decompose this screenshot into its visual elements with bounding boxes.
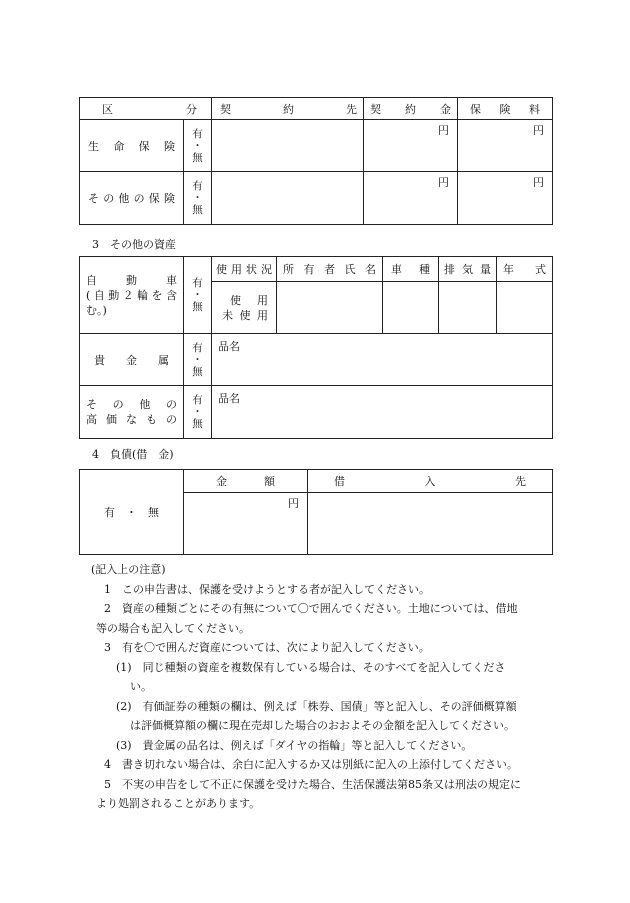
header-year: 年式 bbox=[497, 257, 553, 282]
ari-nashi-selector[interactable]: 有 ・ 無 bbox=[80, 470, 184, 555]
header-contract-amount: 契約金 bbox=[364, 98, 458, 120]
note-line: い。 bbox=[130, 680, 152, 693]
note-line: 4 書き切れない場合は、余白に記入するか又は別紙に記入の上添付してください。 bbox=[104, 758, 518, 771]
header-lender: 借入先 bbox=[308, 470, 553, 493]
premium-cell[interactable]: 円 bbox=[458, 120, 553, 172]
car-label: 自 動 車 (自動２輪を含 む。) bbox=[80, 257, 184, 334]
header-usage: 使用状況 bbox=[212, 257, 277, 282]
displacement-cell[interactable] bbox=[439, 282, 497, 334]
header-contractor: 契約先 bbox=[212, 98, 364, 120]
owner-cell[interactable] bbox=[277, 282, 383, 334]
year-cell[interactable] bbox=[497, 282, 553, 334]
section4-title: 4 負債(借 金) bbox=[92, 448, 174, 461]
table-row bbox=[80, 120, 553, 172]
debt-amount-cell[interactable]: 円 bbox=[184, 493, 308, 555]
other-insurance-label: その他の保険 bbox=[80, 172, 184, 225]
note-line: (1) 同じ種類の資産を複数保有している場合は、そのすべてを記入してくださ bbox=[116, 660, 506, 674]
header-premium: 保険料 bbox=[458, 98, 553, 120]
table-row bbox=[80, 386, 553, 439]
header-category: 区分 bbox=[80, 98, 212, 120]
ari-nashi-selector[interactable]: 有 ・ 無 bbox=[184, 120, 212, 172]
valuables-label: その他の 高価なもの bbox=[80, 386, 184, 439]
ari-nashi-selector[interactable]: 有 ・ 無 bbox=[184, 257, 212, 334]
item-name-field[interactable]: 品名 bbox=[212, 334, 553, 386]
premium-cell[interactable]: 円 bbox=[458, 172, 553, 225]
usage-selector[interactable]: 使 用 未使用 bbox=[212, 282, 277, 334]
life-insurance-label: 生命保険 bbox=[80, 120, 184, 172]
insurance-table bbox=[79, 97, 553, 225]
note-line: (2) 有価証券の種類の欄は、例えば「株券、国債」等と記入し、その評価概算額 bbox=[116, 699, 517, 713]
table-row bbox=[80, 334, 553, 386]
notes-section bbox=[91, 560, 559, 814]
header-amount: 金額 bbox=[184, 470, 308, 493]
other-assets-table bbox=[79, 256, 553, 439]
note-line: 等の場合も記入してください。 bbox=[96, 621, 250, 635]
note-line: は評価概算額の欄に現在売却した場合のおおよその金額を記入してください。 bbox=[130, 719, 515, 732]
debts-table bbox=[79, 469, 553, 555]
ari-nashi-selector[interactable]: 有 ・ 無 bbox=[184, 172, 212, 225]
contractor-cell[interactable] bbox=[212, 172, 364, 225]
section3-title: 3 その他の資産 bbox=[92, 238, 176, 251]
contract-amount-cell[interactable]: 円 bbox=[364, 120, 458, 172]
model-cell[interactable] bbox=[383, 282, 439, 334]
note-line: より処罰されることがあります。 bbox=[96, 797, 261, 810]
table-row bbox=[80, 172, 553, 225]
lender-cell[interactable] bbox=[308, 493, 553, 555]
note-line: 1 この申告書は、保護を受けようとする者が記入してください。 bbox=[104, 582, 430, 596]
header-owner: 所有者氏名 bbox=[277, 257, 383, 282]
item-name-field[interactable]: 品名 bbox=[212, 386, 553, 439]
note-line: 2 資産の種類ごとにその有無について〇で囲んでください。土地については、借地 bbox=[104, 602, 518, 615]
notes-title: (記入上の注意) bbox=[91, 563, 166, 576]
header-model: 車種 bbox=[383, 257, 439, 282]
contractor-cell[interactable] bbox=[212, 120, 364, 172]
note-line: 3 有を〇で囲んだ資産については、次により記入してください。 bbox=[104, 641, 430, 654]
note-line: (3) 貴金属の品名は、例えば「ダイヤの指輪」等と記入してください。 bbox=[116, 738, 473, 752]
header-displacement: 排気量 bbox=[439, 257, 497, 282]
precious-metals-label: 貴金属 bbox=[80, 334, 184, 386]
ari-nashi-selector[interactable]: 有 ・ 無 bbox=[184, 386, 212, 439]
contract-amount-cell[interactable]: 円 bbox=[364, 172, 458, 225]
ari-nashi-selector[interactable]: 有 ・ 無 bbox=[184, 334, 212, 386]
note-line: 5 不実の申告をして不正に保護を受けた場合、生活保護法第85条又は刑法の規定に bbox=[104, 777, 521, 791]
